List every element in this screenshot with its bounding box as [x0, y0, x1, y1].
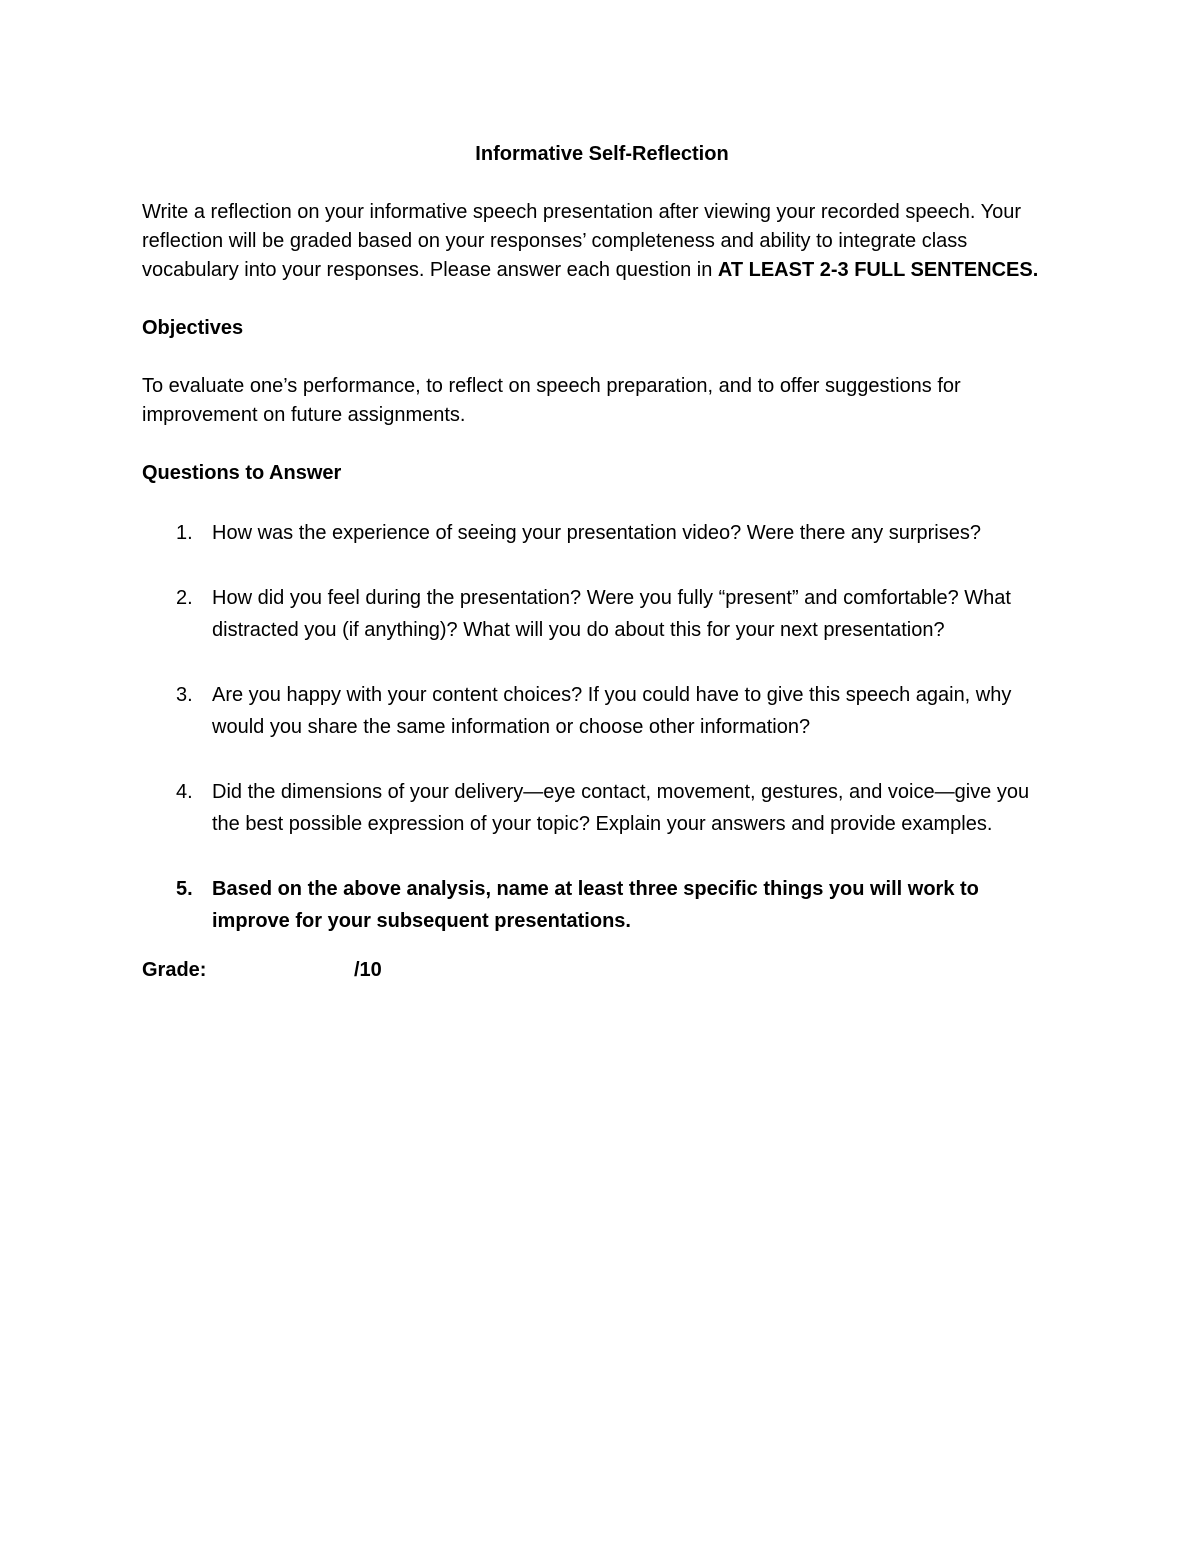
document-page — [142, 140, 1062, 988]
question-number: 5. — [176, 877, 193, 900]
objectives-heading: Objectives — [142, 317, 244, 339]
question-text: Based on the above analysis, name at least three specific things you will work to improve for your subsequent presentations. — [212, 877, 979, 932]
question-text: Did the dimensions of your delivery—eye contact, movement, gestures, and voice—give you the best possible expression of your topic? Explain your answers and provide examples. — [212, 780, 1030, 835]
objectives-text: To evaluate one’s performance, to reflect on speech preparation, and to offer suggestions for improvement on future assignments. — [142, 375, 961, 426]
document-title: Informative Self-Reflection — [475, 143, 729, 165]
question-number: 1. — [176, 522, 193, 544]
question-number: 3. — [176, 683, 193, 706]
grade-out-of: /10 — [354, 958, 382, 981]
intro-text: Write a reflection on your informative speech presentation after viewing your recorded speech. Your reflection will be graded based on your responses’ completeness and ability to integrate class vocabulary into your responses. Please answer each question in — [142, 201, 1022, 281]
intro-emphasis: AT LEAST 2-3 FULL SENTENCES. — [717, 259, 1039, 281]
question-number: 2. — [176, 586, 193, 609]
question-item — [142, 679, 1062, 744]
grade-label: Grade: — [142, 958, 207, 981]
question-text: How did you feel during the presentation? Were you fully “present” and comfortable? What distracted you (if anything)? What will you do about this for your next presentation? — [212, 586, 1011, 641]
question-number: 4. — [176, 780, 193, 803]
question-item — [142, 873, 1062, 938]
question-item — [142, 776, 1062, 841]
grade-line — [142, 956, 1062, 988]
intro-paragraph — [142, 198, 1062, 285]
question-text: Are you happy with your content choices? If you could have to give this speech again, why would you share the same information or choose other information? — [212, 683, 1012, 738]
questions-list — [142, 517, 1062, 938]
question-item — [142, 517, 1062, 550]
questions-heading: Questions to Answer — [142, 462, 342, 484]
question-text: How was the experience of seeing your presentation video? Were there any surprises? — [212, 522, 981, 544]
question-item — [142, 582, 1062, 647]
